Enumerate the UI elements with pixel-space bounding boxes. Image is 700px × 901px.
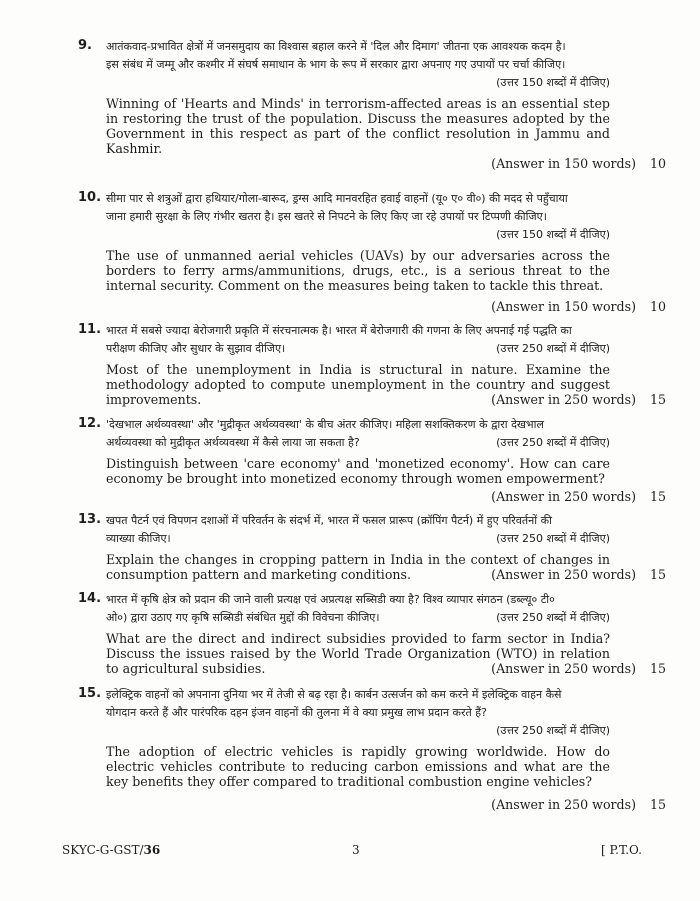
hindi-word-limit: (उत्तर 250 शब्दों में दीजिए) xyxy=(496,436,610,449)
english-word-limit: (Answer in 150 words) xyxy=(491,299,636,314)
question-14 xyxy=(78,591,666,676)
english-word-limit: (Answer in 250 words) xyxy=(491,797,636,812)
hindi-line: इस संबंध में जम्मू और कश्मीर में संघर्ष समाधान के भाग के रूप में सरकार द्वारा अपनाए गए उपायों पर चर्चा कीजिए। xyxy=(106,58,566,71)
english-word-limit: (Answer in 250 words) xyxy=(491,489,636,504)
marks: 10 xyxy=(649,156,666,171)
hindi-word-limit: (उत्तर 150 शब्दों में दीजिए) xyxy=(496,228,610,241)
question-number: 12. xyxy=(78,416,102,431)
question-number: 13. xyxy=(78,512,102,527)
hindi-line: व्याख्या कीजिए। xyxy=(106,532,171,545)
question-number: 14. xyxy=(78,591,102,606)
answer-row xyxy=(106,567,666,582)
english-word-limit: (Answer in 250 words) xyxy=(491,661,636,676)
question-15 xyxy=(78,686,666,812)
marks: 15 xyxy=(649,797,666,812)
hindi-line: ओ०) द्वारा उठाए गए कृषि सब्सिडी संबंधित मुद्दों की विवेचना कीजिए। xyxy=(106,611,380,624)
hindi-line-with-note xyxy=(106,530,610,548)
hindi-word-limit: (उत्तर 250 शब्दों में दीजिए) xyxy=(496,342,610,355)
question-number: 15. xyxy=(78,686,102,701)
hindi-line-with-note xyxy=(106,609,610,627)
english-word-limit: (Answer in 150 words) xyxy=(491,156,636,171)
paper-code xyxy=(62,843,160,857)
answer-row xyxy=(106,156,666,171)
answer-row xyxy=(106,392,666,407)
question-9 xyxy=(78,38,666,171)
english-question: Distinguish between 'care economy' and 'monetized economy'. How can care economy be brought into monetized economy through women empowerment? xyxy=(106,456,610,486)
marks: 15 xyxy=(649,567,666,582)
question-number: 11. xyxy=(78,322,102,337)
english-question: The adoption of electric vehicles is rapidly growing worldwide. How do electric vehicles contribute to reducing carbon emissions and what are the key benefits they offer compared to traditional combustion engine vehicles? xyxy=(106,744,610,789)
english-question: The use of unmanned aerial vehicles (UAVs) by our adversaries across the borders to ferry arms/ammunitions, drugs, etc., is a serious threat to the internal security. Comment on the measures being taken to tackle this threat. xyxy=(106,248,610,293)
english-question: Explain the changes in cropping pattern in India in the context of changes in consumption pattern and marketing conditions. xyxy=(106,552,610,582)
hindi-line: भारत में कृषि क्षेत्र को प्रदान की जाने वाली प्रत्यक्ष एवं अप्रत्यक्ष सब्सिडी क्या है? विश्व व्यापार संगठन (डब्ल्यू० टी० xyxy=(106,593,555,606)
answer-row xyxy=(106,661,666,676)
question-13 xyxy=(78,512,666,582)
answer-row xyxy=(106,299,666,314)
english-word-limit: (Answer in 250 words) xyxy=(491,392,636,407)
question-10 xyxy=(78,190,666,314)
hindi-line: परीक्षण कीजिए और सुधार के सुझाव दीजिए। xyxy=(106,342,286,355)
english-question: What are the direct and indirect subsidies provided to farm sector in India? Discuss the issues raised by the World Trade Organization (WTO) in relation to agricultural subsidies. xyxy=(106,631,610,676)
answer-row xyxy=(106,489,666,504)
question-number: 10. xyxy=(78,190,102,205)
hindi-line: 'देखभाल अर्थव्यवस्था' और 'मुद्रीकृत अर्थव्यवस्था' के बीच अंतर कीजिए। महिला सशक्तिकरण के द्वारा देखभाल xyxy=(106,418,544,431)
hindi-line-with-note xyxy=(106,340,610,358)
hindi-word-limit: (उत्तर 250 शब्दों में दीजिए) xyxy=(496,611,610,624)
hindi-line-with-note xyxy=(106,434,610,452)
hindi-line: इलेक्ट्रिक वाहनों को अपनाना दुनिया भर में तेजी से बढ़ रहा है। कार्बन उत्सर्जन को कम करने में इलेक्ट्रिक वाहन कैसे xyxy=(106,688,562,701)
hindi-word-limit: (उत्तर 250 शब्दों में दीजिए) xyxy=(496,532,610,545)
question-12 xyxy=(78,416,666,504)
paper-code-prefix: SKYC-G-GST/ xyxy=(62,843,144,857)
english-word-limit: (Answer in 250 words) xyxy=(491,567,636,582)
answer-row xyxy=(106,797,666,812)
please-turn-over: [ P.T.O. xyxy=(601,843,642,857)
english-question: Most of the unemployment in India is structural in nature. Examine the methodology adopted to compute unemployment in the country and suggest improvements. xyxy=(106,362,610,407)
hindi-line: सीमा पार से शत्रुओं द्वारा हथियार/गोला-बारूद, ड्रग्स आदि मानवरहित हवाई वाहनों (यू० ए० वी०) की मदद से पहुँचाया xyxy=(106,192,568,205)
hindi-line: भारत में सबसे ज्यादा बेरोजगारी प्रकृति में संरचनात्मक है। भारत में बेरोजगारी की गणना के लिए अपनाई गई पद्धति का xyxy=(106,324,572,337)
question-number: 9. xyxy=(78,38,92,53)
hindi-line: योगदान करते हैं और पारंपरिक दहन इंजन वाहनों की तुलना में वे क्या प्रमुख लाभ प्रदान करते हैं? xyxy=(106,706,487,719)
marks: 15 xyxy=(649,392,666,407)
hindi-line: अर्थव्यवस्था को मुद्रीकृत अर्थव्यवस्था में कैसे लाया जा सकता है? xyxy=(106,436,360,449)
marks: 15 xyxy=(649,661,666,676)
hindi-line: आतंकवाद-प्रभावित क्षेत्रों में जनसमुदाय का विश्वास बहाल करने में 'दिल और दिमाग' जीतना एक आवश्यक कदम है। xyxy=(106,40,566,53)
paper-code-suffix: 36 xyxy=(143,843,161,857)
hindi-line: खपत पैटर्न एवं विपणन दशाओं में परिवर्तन के संदर्भ में, भारत में फसल प्रारूप (क्रॉपिंग पैटर्न) में हुए परिवर्तनों की xyxy=(106,514,552,527)
question-11 xyxy=(78,322,666,407)
hindi-word-limit: (उत्तर 250 शब्दों में दीजिए) xyxy=(496,724,610,737)
hindi-line: जाना हमारी सुरक्षा के लिए गंभीर खतरा है। इस खतरे से निपटने के लिए किए जा रहे उपायों पर टिप्पणी कीजिए। xyxy=(106,210,547,223)
hindi-word-limit: (उत्तर 150 शब्दों में दीजिए) xyxy=(496,76,610,89)
marks: 10 xyxy=(649,299,666,314)
marks: 15 xyxy=(649,489,666,504)
page-number: 3 xyxy=(352,843,360,857)
english-question: Winning of 'Hearts and Minds' in terrorism-affected areas is an essential step in restoring the trust of the population. Discuss the measures adopted by the Government in this respect as part of the conflict resolution in Jammu and Kashmir. xyxy=(106,96,610,156)
